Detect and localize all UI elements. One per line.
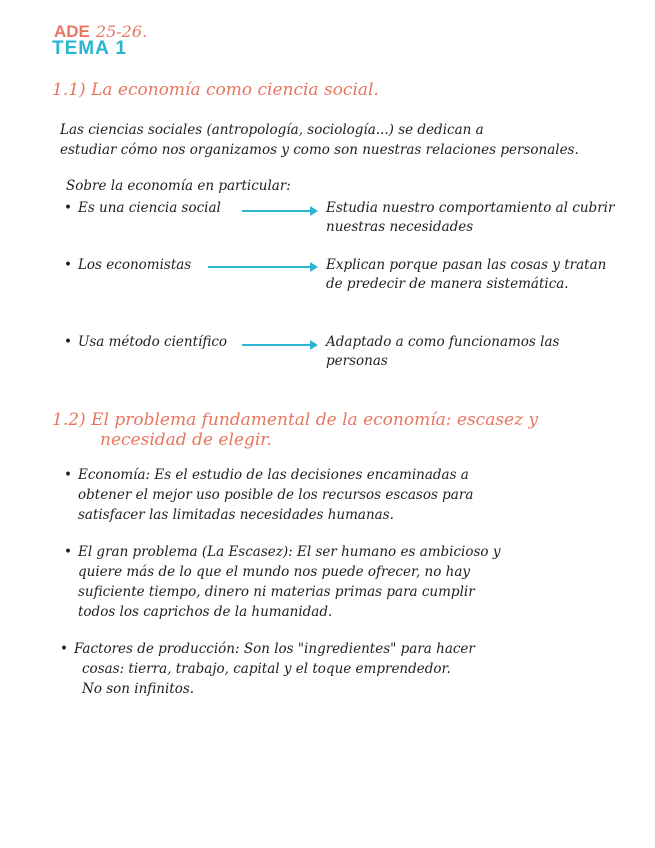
economia-bullet-line-2: obtener el mejor uso posible de los recursos escasos para — [78, 487, 474, 503]
bullet-3-right-line-2: personas — [326, 353, 388, 369]
escasez-bullet-line-4: todos los caprichos de la humanidad. — [78, 604, 333, 620]
arrow-right-icon — [242, 210, 316, 212]
factores-bullet-line-1: • Factores de producción: Son los "ingredientes" para hacer — [60, 641, 475, 657]
section-2-title-line-1: 1.2) El problema fundamental de la economía: escasez y — [52, 410, 539, 430]
escasez-bullet-line-3: suficiente tiempo, dinero ni materias primas para cumplir — [78, 584, 475, 600]
particular-heading: Sobre la economía en particular: — [66, 178, 291, 194]
factores-bullet-line-3: No son infinitos. — [82, 681, 195, 697]
factores-bullet-line-2: cosas: tierra, trabajo, capital y el toque emprendedor. — [82, 661, 451, 677]
bullet-3-left: • Usa método científico — [64, 334, 227, 350]
bullet-1-right-line-1: Estudia nuestro comportamiento al cubrir — [326, 200, 615, 216]
course-year: 25-26. — [95, 22, 148, 41]
section-1-intro-line-1: Las ciencias sociales (antropología, sociología...) se dedican a — [60, 122, 484, 138]
arrow-right-icon — [208, 266, 316, 268]
escasez-bullet-line-2: quiere más de lo que el mundo nos puede ofrecer, no hay — [78, 564, 471, 580]
arrow-right-icon — [242, 344, 316, 346]
topic-title: TEMA 1 — [52, 38, 127, 59]
section-1-title: 1.1) La economía como ciencia social. — [52, 80, 379, 100]
economia-bullet-line-1: • Economía: Es el estudio de las decisiones encaminadas a — [64, 467, 469, 483]
bullet-2-right-line-2: de predecir de manera sistemática. — [326, 276, 569, 292]
bullet-1-right-line-2: nuestras necesidades — [326, 219, 474, 235]
bullet-2-right-line-1: Explican porque pasan las cosas y tratan — [326, 257, 607, 273]
bullet-1-left: • Es una ciencia social — [64, 200, 221, 216]
section-1-intro-line-2: estudiar cómo nos organizamos y como son nuestras relaciones personales. — [60, 142, 579, 158]
bullet-3-right-line-1: Adaptado a como funcionamos las — [326, 334, 560, 350]
section-2-title-line-2: necesidad de elegir. — [100, 430, 272, 450]
escasez-bullet-line-1: • El gran problema (La Escasez): El ser humano es ambicioso y — [64, 544, 500, 560]
subject-label: ADE — [54, 22, 90, 41]
bullet-2-left: • Los economistas — [64, 257, 191, 273]
economia-bullet-line-3: satisfacer las limitadas necesidades humanas. — [78, 507, 394, 523]
